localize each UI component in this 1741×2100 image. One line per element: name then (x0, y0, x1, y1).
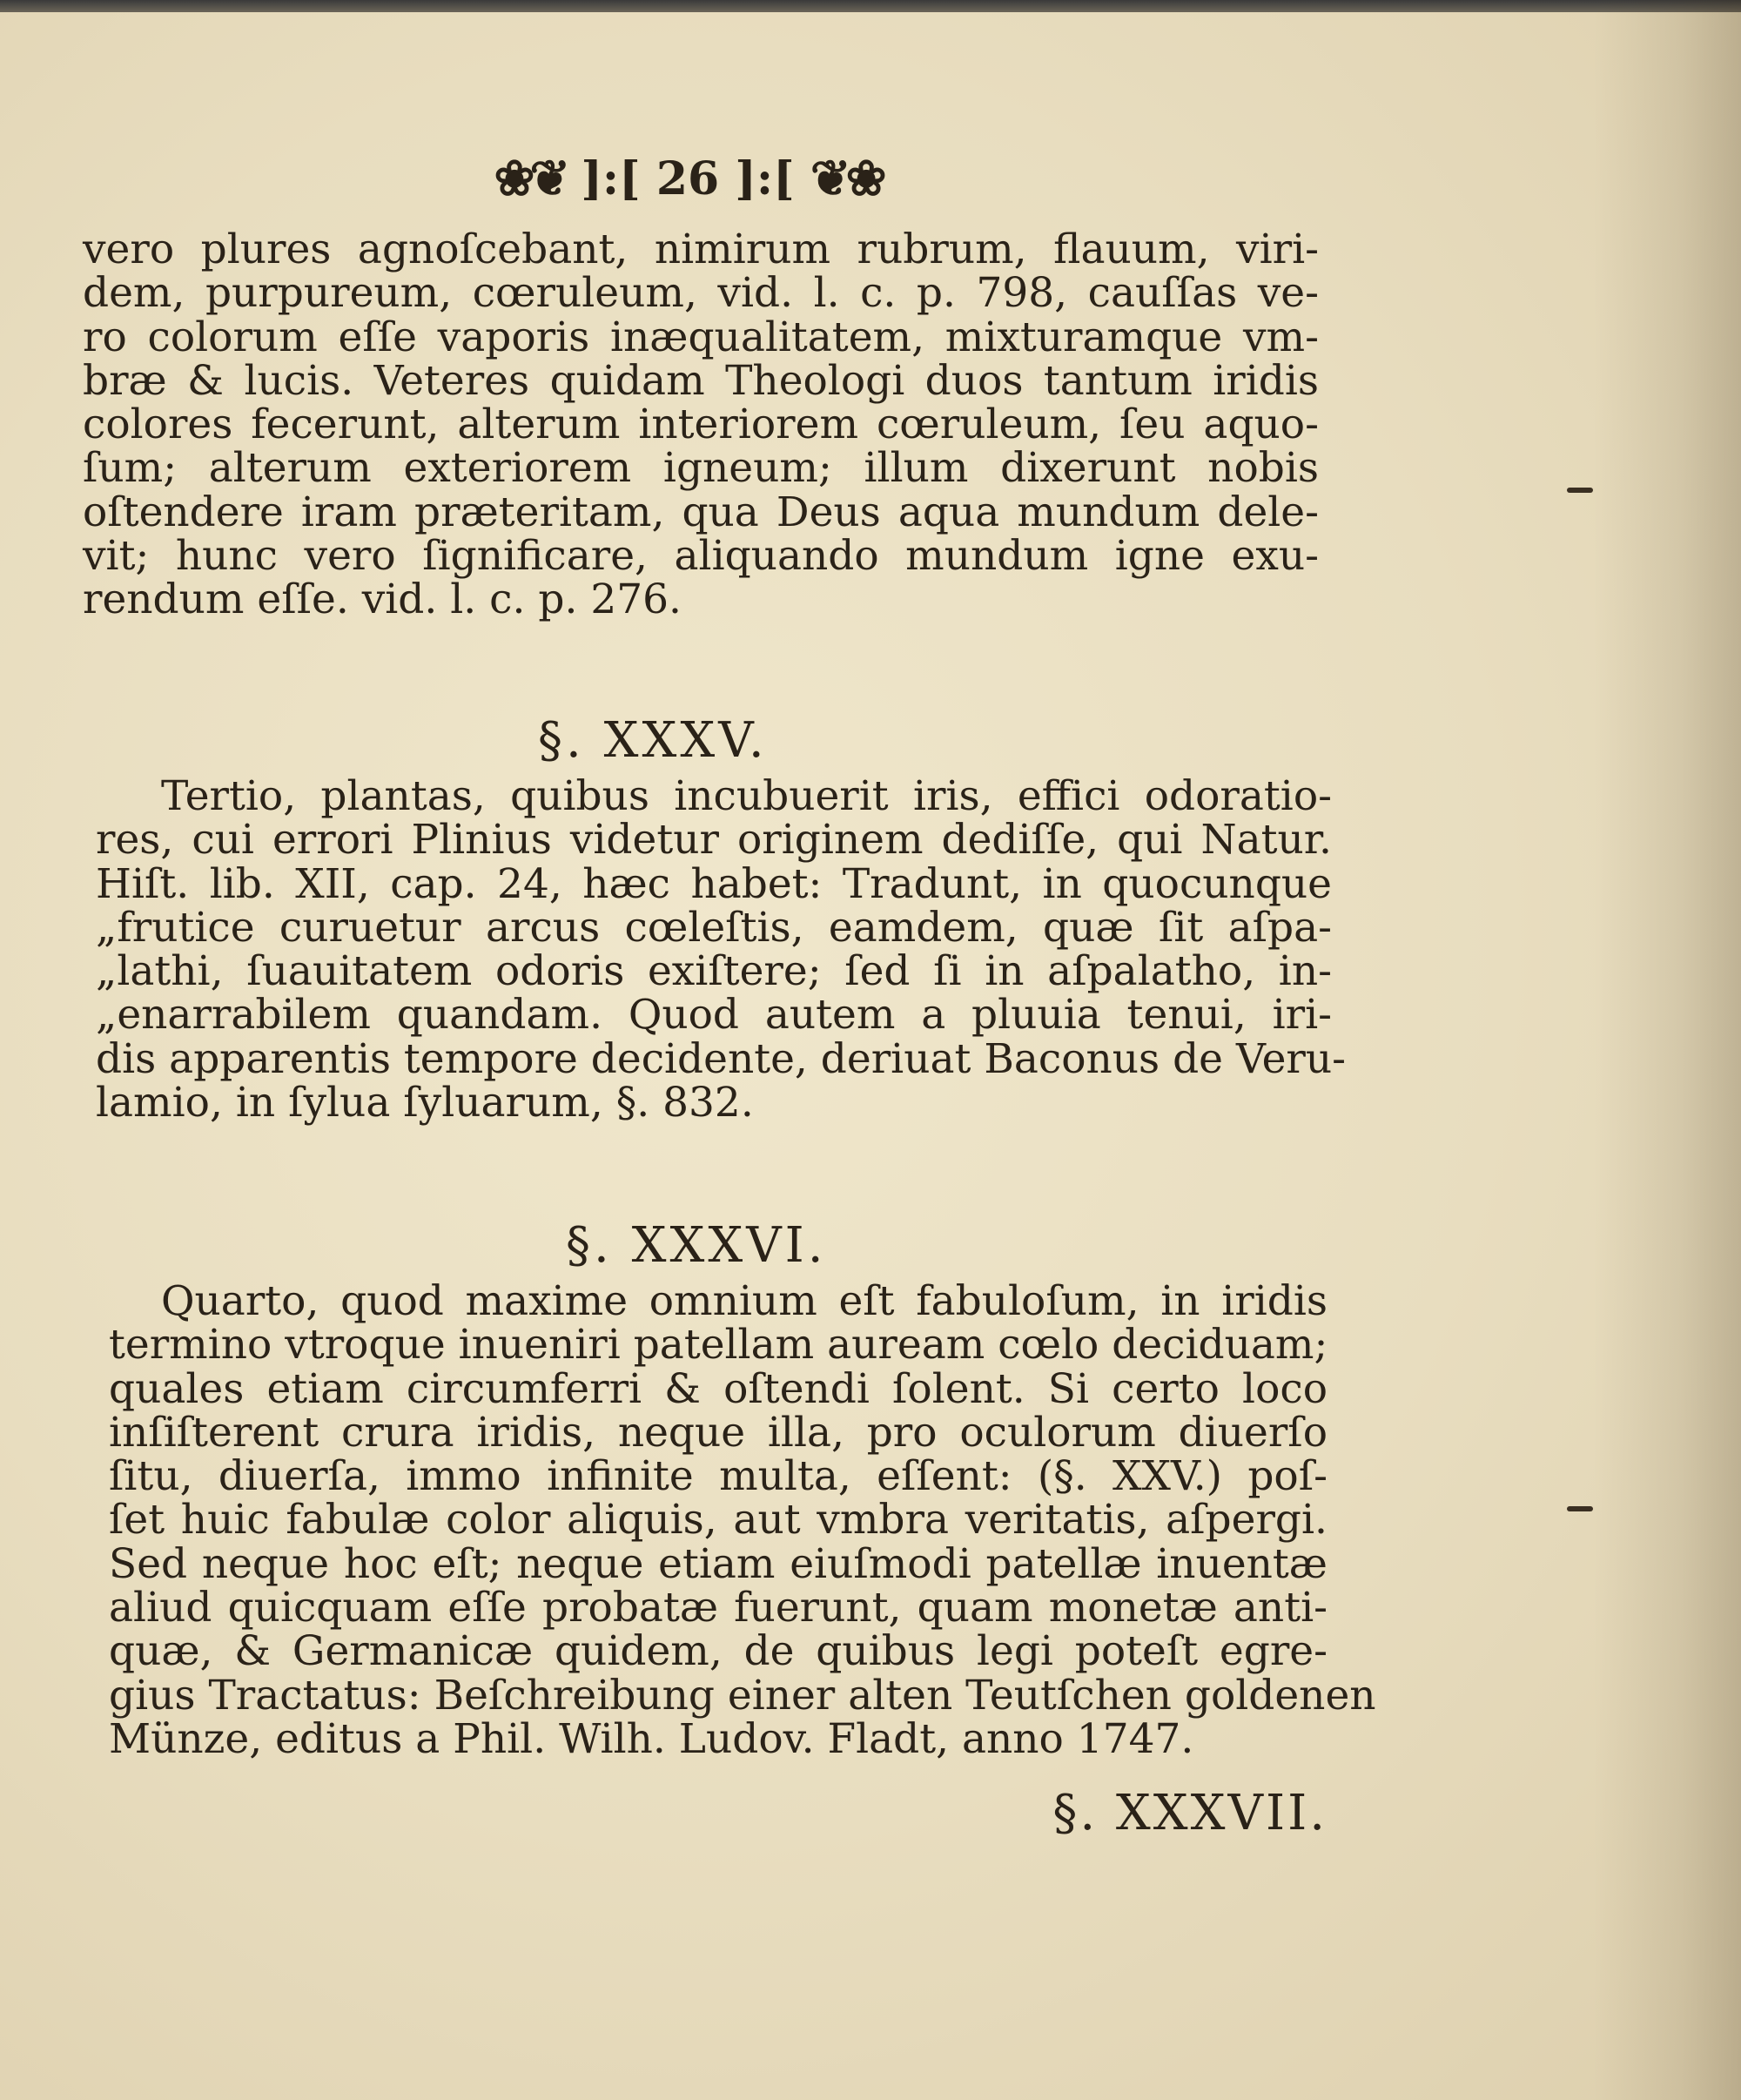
text-line: Sed neque hoc eſt; neque etiam eiuſmodi patellæ inuentæ (109, 1539, 1328, 1588)
page-edge-shadow (1593, 0, 1741, 2100)
text-line: dem, purpureum, cœruleum, vid. l. c. p. 798, cauſſas ve- (83, 269, 1319, 318)
section-36-body (109, 1277, 1376, 1763)
text-line: ro colorum eſſe vaporis inæqualitatem, mixturamque vm- (83, 313, 1319, 361)
text-line: ſitu, diuerſa, immo infinite multa, eſſent: (§. XXV.) poſ- (109, 1452, 1328, 1501)
text-line: Tertio, plantas, quibus incubuerit iris, effici odoratio- (161, 772, 1332, 820)
text-line: res, cui errori Plinius videtur originem dediſſe, qui Natur. (96, 816, 1332, 865)
text-line: quales etiam circumferri & oſtendi ſolent. Si certo loco (109, 1364, 1328, 1413)
page-header (487, 148, 888, 209)
ornament-right: ❦❀ (810, 150, 882, 207)
text-line: colores fecerunt, alterum interiorem cœruleum, ſeu aquo- (83, 400, 1319, 449)
text-line: „enarrabilem quandam. Quod autem a pluuia tenui, iri- (96, 991, 1332, 1040)
text-line: dis apparentis tempore decidente, deriuat Baconus de Veru- (96, 1034, 1347, 1083)
ornament-left: ❀❦ (494, 150, 566, 207)
text-line: termino vtroque inueniri patellam auream cœlo deciduam; (109, 1321, 1328, 1370)
section-heading-35: §. XXXV. (538, 712, 768, 769)
text-line: Quarto, quod maxime omnium eſt fabuloſum, in iridis (161, 1277, 1328, 1325)
catchword: §. XXXVII. (1052, 1785, 1328, 1841)
text-line: vero plures agnoſcebant, nimirum rubrum, flauum, viri- (83, 225, 1319, 273)
text-line: bræ & lucis. Veteres quidam Theologi duos tantum iridis (83, 356, 1319, 405)
text-line: gius Tractatus: Beſchreibung einer alten Teutſchen goldenen (109, 1671, 1376, 1720)
text-line: ſum; alterum exteriorem igneum; illum dixerunt nobis (83, 444, 1319, 493)
text-line: inſiſterent crura iridis, neque illa, pro oculorum diuerſo (109, 1408, 1328, 1457)
text-line: Hiſt. lib. XII, cap. 24, hæc habet: Tradunt, in quocunque (96, 859, 1332, 908)
section-35-body (96, 772, 1347, 1127)
text-line: rendum eſſe. vid. l. c. p. 276. (83, 575, 682, 624)
text-line: „frutice curuetur arcus cœleſtis, eamdem, quæ ſit aſpa- (96, 903, 1332, 952)
text-line: aliud quicquam eſſe probatæ fuerunt, quam monetæ anti- (109, 1584, 1328, 1632)
text-line: Münze, editus a Phil. Wilh. Ludov. Fladt, anno 1747. (109, 1714, 1194, 1763)
paragraph-continuation (83, 225, 1319, 624)
edge-mark (1567, 488, 1593, 493)
text-line: ſet huic fabulæ color aliquis, aut vmbra veritatis, aſpergi. (109, 1496, 1328, 1545)
text-line: quæ, & Germanicæ quidem, de quibus legi poteſt egre- (109, 1627, 1328, 1676)
text-line: vit; hunc vero ſignificare, aliquando mundum igne exu- (83, 532, 1319, 581)
section-heading-36: §. XXXVI. (566, 1217, 827, 1274)
scan-top-edge (0, 0, 1741, 12)
edge-mark (1567, 1506, 1593, 1511)
page-number: ]:[ 26 ]:[ (581, 151, 795, 205)
text-line: lamio, in ſylua ſyluarum, §. 832. (96, 1079, 754, 1127)
text-line: oſtendere iram præteritam, qua Deus aqua mundum dele- (83, 488, 1319, 536)
text-line: „lathi, ſuauitatem odoris exiſtere; ſed ſi in aſpalatho, in- (96, 947, 1332, 996)
